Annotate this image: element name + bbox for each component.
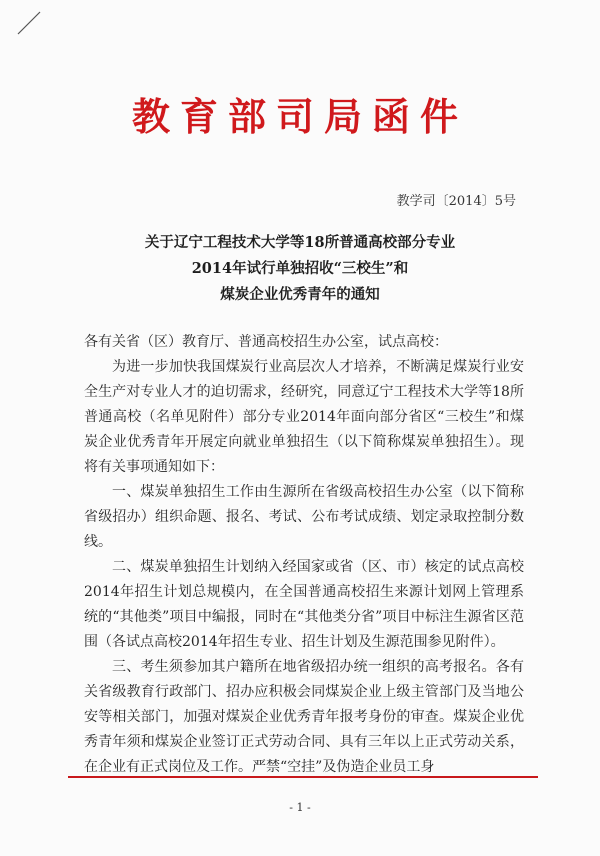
title-line: 煤炭企业优秀青年的通知: [220, 286, 380, 303]
body-paragraph: 三、考生须参加其户籍所在地省级招办统一组织的高考报名。各有关省级教育行政部门、招办应积极会同煤炭企业上级主管部门及当地公安等相关部门，加强对煤炭企业优秀青年报考身份的审查。煤炭企业优秀青年须和煤炭企业签订正式劳动合同、具有三年以上正式劳动关系，在企业有正式岗位及工作。严禁“空挂”及伪造企业员工身: [84, 659, 524, 775]
footer-red-rule: [68, 776, 538, 778]
title-line: 2014年试行单独招收“三校生”和: [191, 260, 409, 277]
letterhead-title: 教育部司局函件: [131, 94, 468, 139]
body-paragraph: 一、煤炭单独招生工作由生源所在省级高校招生办公室（以下简称省级招办）组织命题、报名、考试、公布考试成绩、划定录取控制分数线。: [84, 484, 524, 550]
salutation: 各有关省（区）教育厅、普通高校招生办公室，试点高校：: [84, 334, 448, 350]
pencil-mark-icon: [14, 8, 44, 38]
body-paragraph: 为进一步加快我国煤炭行业高层次人才培养，不断满足煤炭行业安全生产对专业人才的迫切需求，经研究，同意辽宁工程技术大学等18所普通高校（名单见附件）部分专业2014年面向部分省区“三校生”和煤炭企业优秀青年开展定向就业单独招生（以下简称煤炭单独招生）。现将有关事项通知如下：: [84, 359, 524, 475]
title-line: 关于辽宁工程技术大学等18所普通高校部分专业: [144, 234, 456, 251]
notice-title: [0, 230, 600, 308]
body-paragraph: 二、煤炭单独招生计划纳入经国家或省（区、市）核定的试点高校2014年招生计划总规模内，在全国普通高校招生来源计划网上管理系统的“其他类”项目中编报，同时在“其他类分省”项目中标注生源省区范围（各试点高校2014年招生专业、招生计划及生源范围参见附件）。: [84, 559, 524, 650]
notice-body: [84, 330, 524, 780]
page-number: - 1 -: [289, 801, 311, 814]
document-number: 教学司〔2014〕5号: [396, 194, 516, 209]
